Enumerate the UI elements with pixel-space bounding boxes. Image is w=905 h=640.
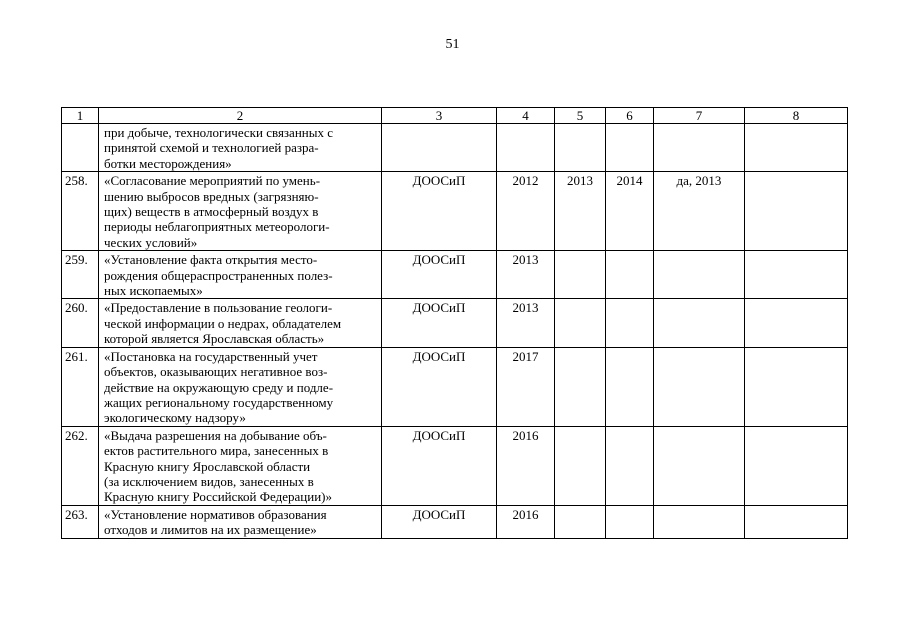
col-8-value [745,505,848,538]
header-cell-5: 5 [555,108,606,124]
header-cell-4: 4 [497,108,555,124]
col-7-value [654,426,745,505]
department: ДООСиП [382,347,497,426]
header-cell-7: 7 [654,108,745,124]
service-name: «Предоставление в пользование геологи- ческой информации о недрах, обладателем которой является Ярославская область» [99,299,382,347]
col-6-value [606,426,654,505]
table-row [62,251,848,299]
col-7-value [654,251,745,299]
service-name: «Установление факта открытия место- рождения общераспространенных полез- ных ископаемых» [99,251,382,299]
col-6-value [606,251,654,299]
header-cell-3: 3 [382,108,497,124]
service-name: «Установление нормативов образования отходов и лимитов на их размещение» [99,505,382,538]
col-8-value [745,251,848,299]
row-number: 261. [62,347,99,426]
col-4-value: 2016 [497,426,555,505]
row-number: 262. [62,426,99,505]
header-cell-2: 2 [99,108,382,124]
col-5-value [555,426,606,505]
table-header-row [62,108,848,124]
col-8-value [745,426,848,505]
col-6-value [606,347,654,426]
col-6-value [606,124,654,172]
service-name: «Выдача разрешения на добывание объ- ектов растительного мира, занесенных в Красную книгу Ярославской области (за исключением видов, занесенных в Красную книгу Российской Федерации)» [99,426,382,505]
col-4-value [497,124,555,172]
row-number: 258. [62,172,99,251]
department [382,124,497,172]
col-4-value: 2017 [497,347,555,426]
table-row [62,172,848,251]
page-number: 51 [445,37,460,52]
department: ДООСиП [382,172,497,251]
col-5-value: 2013 [555,172,606,251]
col-7-value: да, 2013 [654,172,745,251]
col-8-value [745,299,848,347]
col-7-value [654,347,745,426]
col-6-value: 2014 [606,172,654,251]
col-5-value [555,505,606,538]
col-7-value [654,124,745,172]
table-row [62,347,848,426]
department: ДООСиП [382,505,497,538]
col-4-value: 2013 [497,251,555,299]
header-cell-1: 1 [62,108,99,124]
col-4-value: 2012 [497,172,555,251]
row-number: 263. [62,505,99,538]
col-6-value [606,505,654,538]
col-8-value [745,172,848,251]
col-8-value [745,347,848,426]
department: ДООСиП [382,251,497,299]
table-row [62,426,848,505]
service-name: «Согласование мероприятий по умень- шению выбросов вредных (загрязняю- щих) веществ в атмосферный воздух в периоды неблагоприятных метеорологи- ческих условий» [99,172,382,251]
col-4-value: 2016 [497,505,555,538]
row-number [62,124,99,172]
col-5-value [555,299,606,347]
department: ДООСиП [382,426,497,505]
services-table [61,107,848,539]
col-4-value: 2013 [497,299,555,347]
table-row [62,124,848,172]
col-6-value [606,299,654,347]
table-row [62,299,848,347]
table-row [62,505,848,538]
col-5-value [555,251,606,299]
service-name: «Постановка на государственный учет объектов, оказывающих негативное воз- действие на окружающую среду и подле- жащих региональному государственному экологическому надзору» [99,347,382,426]
col-5-value [555,124,606,172]
col-7-value [654,505,745,538]
department: ДООСиП [382,299,497,347]
header-cell-8: 8 [745,108,848,124]
row-number: 260. [62,299,99,347]
header-cell-6: 6 [606,108,654,124]
service-name: при добыче, технологически связанных с принятой схемой и технологией разра- ботки месторождения» [99,124,382,172]
col-8-value [745,124,848,172]
row-number: 259. [62,251,99,299]
col-7-value [654,299,745,347]
col-5-value [555,347,606,426]
